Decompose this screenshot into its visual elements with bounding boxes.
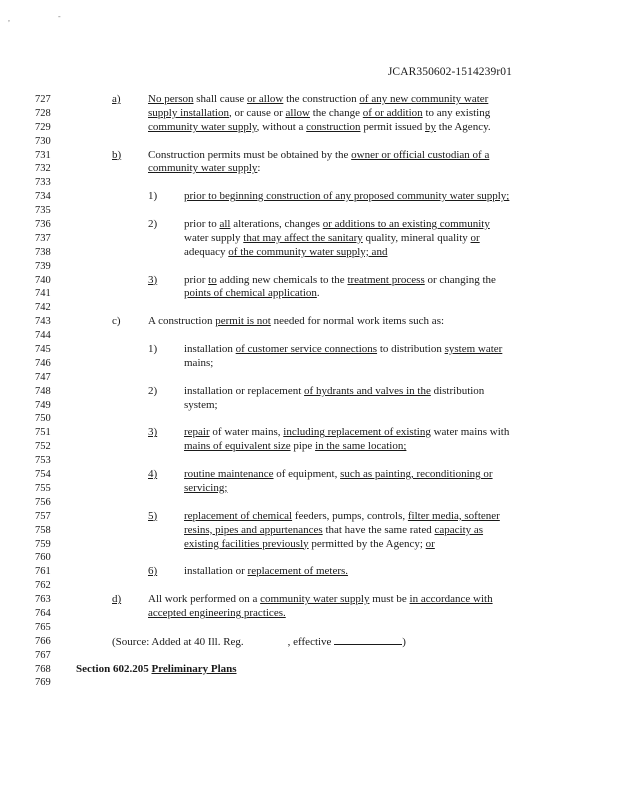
text-line <box>0 454 618 468</box>
subsection-label: c) <box>112 315 121 328</box>
line-number: 754 <box>35 469 51 481</box>
text-line <box>0 649 618 663</box>
text-line <box>0 162 618 176</box>
text-line <box>0 496 618 510</box>
line-text: prior to adding new chemicals to the treatment process or changing the <box>184 273 496 286</box>
line-number: 760 <box>35 552 51 564</box>
line-text: routine maintenance of equipment, such as painting, reconditioning or <box>184 468 493 481</box>
line-number: 751 <box>35 427 51 439</box>
item-label: 2) <box>148 218 158 231</box>
line-text: replacement of chemical feeders, pumps, controls, filter media, softener <box>184 509 500 522</box>
line-number: 739 <box>35 260 51 272</box>
text-line <box>0 621 618 635</box>
line-number: 743 <box>35 316 51 328</box>
line-number: 768 <box>35 663 51 675</box>
line-number: 729 <box>35 121 51 133</box>
line-number: 758 <box>35 524 51 536</box>
subsection-label: b) <box>112 148 122 161</box>
line-text: servicing; <box>184 481 228 494</box>
text-line <box>0 218 618 232</box>
item-label: 3) <box>148 426 158 439</box>
blank-field <box>334 635 402 645</box>
text-line <box>0 412 618 426</box>
text-line <box>0 635 618 649</box>
line-number: 733 <box>35 177 51 189</box>
text-line <box>0 107 618 121</box>
scan-mark: - <box>58 12 61 21</box>
line-number: 728 <box>35 107 51 119</box>
line-text: points of chemical application. <box>184 287 320 300</box>
line-number: 759 <box>35 538 51 550</box>
line-number: 735 <box>35 205 51 217</box>
text-line <box>0 287 618 301</box>
text-line <box>0 676 618 690</box>
scan-mark: , <box>8 14 10 23</box>
line-number: 747 <box>35 371 51 383</box>
line-number: 755 <box>35 482 51 494</box>
line-text: No person shall cause or allow the construction of any new community water <box>148 93 489 105</box>
line-text: community water supply, without a construction permit issued by the Agency. <box>148 120 491 133</box>
item-label: 1) <box>148 343 158 356</box>
item-label: 5) <box>148 509 158 522</box>
text-line <box>0 315 618 329</box>
text-line <box>0 204 618 218</box>
text-line <box>0 593 618 607</box>
line-number: 766 <box>35 635 51 647</box>
text-line <box>0 93 618 107</box>
line-number: 742 <box>35 302 51 314</box>
line-number: 737 <box>35 232 51 244</box>
line-number: 750 <box>35 413 51 425</box>
line-text: repair of water mains, including replacement of existing water mains with <box>184 426 510 439</box>
text-line <box>0 565 618 579</box>
line-text: supply installation, or cause or allow the change of or addition to any existing <box>148 106 491 119</box>
item-label: 1) <box>148 190 158 203</box>
subsection-label: d) <box>112 593 122 606</box>
line-text: prior to all alterations, changes or additions to an existing community <box>184 218 490 231</box>
line-number: 741 <box>35 288 51 300</box>
line-number: 740 <box>35 274 51 286</box>
line-number: 732 <box>35 163 51 175</box>
text-line <box>0 232 618 246</box>
line-number: 748 <box>35 385 51 397</box>
line-number: 731 <box>35 149 51 161</box>
text-line <box>0 551 618 565</box>
line-text: water supply that may affect the sanitary quality, mineral quality or <box>184 231 480 244</box>
text-line <box>0 524 618 538</box>
text-line <box>0 510 618 524</box>
line-number: 769 <box>35 677 51 689</box>
line-text: mains of equivalent size pipe in the same location; <box>184 440 407 453</box>
text-line <box>0 190 618 204</box>
text-line <box>0 135 618 149</box>
text-line <box>0 301 618 315</box>
item-label: 6) <box>148 565 158 578</box>
line-number: 730 <box>35 135 51 147</box>
source-note: (Source: Added at 40 Ill. Reg. , effective ) <box>112 635 406 648</box>
line-number: 727 <box>35 94 51 105</box>
document-body <box>0 93 618 690</box>
line-number: 746 <box>35 357 51 369</box>
text-line <box>0 663 618 677</box>
text-line <box>0 426 618 440</box>
line-number: 734 <box>35 191 51 203</box>
subsection-label: a) <box>112 93 121 105</box>
line-number: 762 <box>35 580 51 592</box>
text-line <box>0 260 618 274</box>
text-line <box>0 343 618 357</box>
line-text: community water supply: <box>148 162 261 175</box>
line-text: installation or replacement of hydrants and valves in the distribution <box>184 384 485 397</box>
line-number: 763 <box>35 594 51 606</box>
text-line <box>0 579 618 593</box>
line-text: prior to beginning construction of any proposed community water supply; <box>184 190 510 203</box>
text-line <box>0 329 618 343</box>
item-label: 3) <box>148 273 158 286</box>
text-line <box>0 246 618 260</box>
line-number: 756 <box>35 496 51 508</box>
text-line <box>0 440 618 454</box>
text-line <box>0 176 618 190</box>
text-line <box>0 468 618 482</box>
text-line <box>0 121 618 135</box>
line-number: 753 <box>35 455 51 467</box>
line-number: 752 <box>35 441 51 453</box>
line-text: installation or replacement of meters. <box>184 565 349 578</box>
line-number: 767 <box>35 649 51 661</box>
line-text: Construction permits must be obtained by the owner or official custodian of a <box>148 148 490 161</box>
text-line <box>0 371 618 385</box>
line-number: 749 <box>35 399 51 411</box>
line-text: existing facilities previously permitted by the Agency; or <box>184 537 435 550</box>
line-text: resins, pipes and appurtenances that have the same rated capacity as <box>184 523 484 536</box>
text-line <box>0 149 618 163</box>
line-text: mains; <box>184 356 214 369</box>
text-line <box>0 399 618 413</box>
line-number: 765 <box>35 621 51 633</box>
line-number: 757 <box>35 510 51 522</box>
line-text: accepted engineering practices. <box>148 606 286 619</box>
line-number: 761 <box>35 566 51 578</box>
text-line <box>0 607 618 621</box>
text-line <box>0 538 618 552</box>
line-number: 745 <box>35 344 51 356</box>
line-text: installation of customer service connections to distribution system water <box>184 343 503 356</box>
line-text: system; <box>184 398 218 411</box>
item-label: 2) <box>148 384 158 397</box>
text-line <box>0 274 618 288</box>
line-text: A construction permit is not needed for normal work items such as: <box>148 315 445 328</box>
section-heading: Section 602.205 Preliminary Plans <box>76 662 237 675</box>
line-number: 764 <box>35 607 51 619</box>
item-label: 4) <box>148 468 158 481</box>
text-line <box>0 357 618 371</box>
line-number: 738 <box>35 246 51 258</box>
text-line <box>0 482 618 496</box>
line-text: All work performed on a community water supply must be in accordance with <box>148 593 493 606</box>
document-id: JCAR350602-1514239r01 <box>387 66 512 78</box>
line-number: 736 <box>35 219 51 231</box>
text-line <box>0 385 618 399</box>
line-text: adequacy of the community water supply; and <box>184 245 388 258</box>
line-number: 744 <box>35 330 51 342</box>
